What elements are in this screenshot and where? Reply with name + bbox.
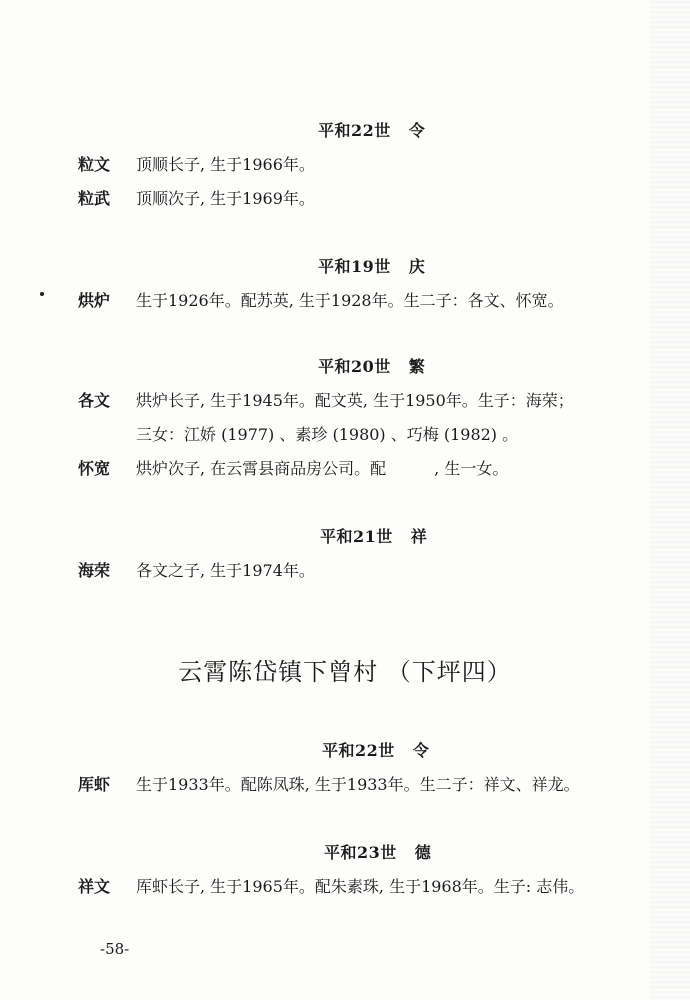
generation-character: 庆 — [408, 257, 426, 276]
person-description: 各文之子, 生于1974年。 — [136, 561, 315, 580]
scan-edge-noise — [650, 0, 690, 1000]
genealogy-entry — [78, 288, 564, 311]
generation-character: 祥 — [410, 527, 428, 546]
generation-character: 令 — [408, 121, 426, 140]
person-description: 烘炉次子, 在云霄县商品房公司。配 , 生一女。 — [136, 459, 509, 478]
person-name: 祥文 — [78, 877, 111, 896]
generation-heading — [320, 524, 427, 547]
generation-character: 德 — [414, 843, 432, 862]
generation-heading — [318, 254, 425, 277]
genealogy-entry — [78, 874, 584, 897]
person-description: 顶顺次子, 生于1969年。 — [136, 189, 315, 208]
person-description-continued: 三女：江娇 (1977) 、素珍 (1980) 、巧梅 (1982) 。 — [136, 425, 519, 444]
generation-heading — [322, 738, 429, 761]
person-name: 粒文 — [78, 155, 111, 174]
generation-label: 平和22世 — [318, 121, 391, 140]
person-description: 生于1933年。配陈凤珠, 生于1933年。生二子：祥文、祥龙。 — [136, 775, 580, 794]
page-number: -58- — [100, 940, 130, 958]
genealogy-entry — [78, 558, 315, 581]
genealogy-entry — [78, 772, 580, 795]
generation-label: 平和22世 — [322, 741, 395, 760]
generation-label: 平和19世 — [318, 257, 391, 276]
person-name: 厍虾 — [78, 775, 111, 794]
generation-label: 平和23世 — [324, 843, 397, 862]
genealogy-entry — [78, 388, 574, 411]
genealogy-entry — [78, 456, 508, 479]
generation-label: 平和21世 — [320, 527, 393, 546]
person-name: 粒武 — [78, 189, 111, 208]
section-title: 云霄陈岱镇下曾村 （下坪四） — [178, 658, 512, 686]
person-name: 烘炉 — [78, 291, 111, 310]
generation-character: 繁 — [408, 357, 426, 376]
generation-character: 令 — [412, 741, 430, 760]
generation-heading — [324, 840, 431, 863]
genealogy-entry — [78, 152, 315, 175]
person-description: 顶顺长子, 生于1966年。 — [136, 155, 315, 174]
person-description: 烘炉长子, 生于1945年。配文英, 生于1950年。生子：海荣； — [136, 391, 574, 410]
margin-dot — [40, 292, 44, 296]
person-name: 怀宽 — [78, 459, 111, 478]
person-name: 海荣 — [78, 561, 111, 580]
generation-label: 平和20世 — [318, 357, 391, 376]
generation-heading — [318, 354, 425, 377]
person-name: 各文 — [78, 391, 111, 410]
genealogy-entry — [78, 186, 315, 209]
generation-heading — [318, 118, 425, 141]
person-description: 厍虾长子, 生于1965年。配朱素珠, 生于1968年。生子: 志伟。 — [136, 877, 585, 896]
person-description: 生于1926年。配苏英, 生于1928年。生二子：各文、怀宽。 — [136, 291, 564, 310]
